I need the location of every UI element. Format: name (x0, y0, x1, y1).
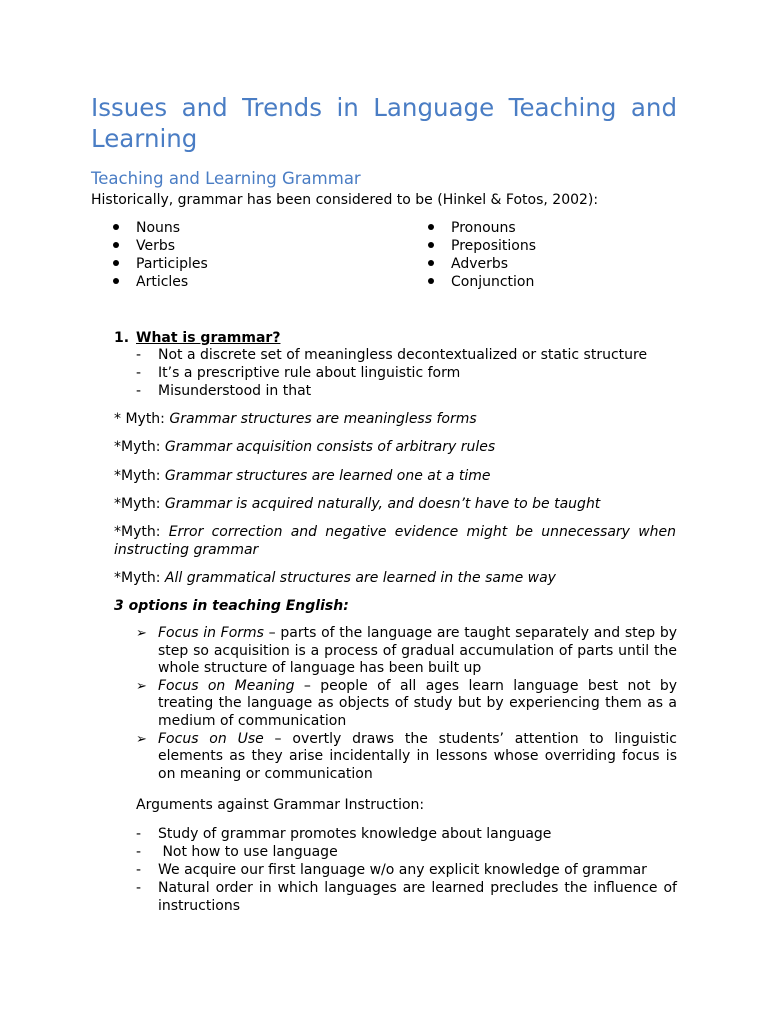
section-subtitle: Teaching and Learning Grammar (91, 169, 361, 188)
myth-text: Grammar structures are learned one at a time (164, 468, 491, 484)
myth-prefix: *Myth: (114, 570, 165, 586)
dash-marker: - (136, 862, 142, 878)
myth-prefix: *Myth: (114, 439, 165, 455)
dash-marker: - (136, 365, 142, 381)
bullet-icon (113, 224, 119, 230)
myth-text: Grammar acquisition consists of arbitrary rules (164, 439, 496, 455)
list-item (114, 879, 677, 915)
myth-line (114, 495, 676, 513)
list-item (406, 237, 536, 255)
list-item-label: Participles (136, 256, 208, 272)
list-item (114, 843, 677, 861)
list-item (114, 346, 677, 364)
myth-prefix: *Myth: (114, 524, 169, 540)
list-item-label: Prepositions (451, 238, 537, 254)
myth-line (114, 569, 676, 587)
myth-text: Grammar is acquired naturally, and doesn’t have to be taught (164, 496, 601, 512)
bullet-list-right (406, 219, 536, 291)
myth-prefix: *Myth: (114, 496, 165, 512)
arrow-bullet-icon: ➢ (136, 626, 147, 641)
list-item-label: Study of grammar promotes knowledge about language (158, 826, 552, 842)
list-item-label: Not a discrete set of meaningless decontextualized or static structure (158, 347, 648, 363)
bullet-icon (428, 224, 434, 230)
myth-line (114, 410, 676, 428)
arrow-bullet-icon: ➢ (136, 678, 147, 694)
myth-prefix: *Myth: (114, 468, 165, 484)
list-item (136, 731, 677, 784)
document-title: Issues and Trends in Language Teaching and Learning (91, 93, 677, 153)
bullet-icon (113, 242, 119, 248)
dash-marker: - (136, 844, 142, 860)
list-item (114, 825, 677, 843)
list-item (91, 237, 208, 255)
section-heading (114, 329, 280, 347)
dash-marker: - (136, 347, 142, 363)
list-item-label: Not how to use language (158, 844, 338, 860)
myth-text: All grammatical structures are learned in the same way (164, 570, 556, 586)
list-item (91, 273, 208, 291)
bullet-icon (428, 242, 434, 248)
list-item (114, 861, 677, 879)
intro-paragraph: Historically, grammar has been considered to be (Hinkel & Fotos, 2002): (91, 192, 599, 208)
list-item-label: Natural order in which languages are learned precludes the influence of instructions (158, 880, 677, 914)
myth-line (114, 438, 676, 456)
list-item-label: Articles (136, 274, 189, 290)
myth-text: Grammar structures are meaningless forms (169, 411, 477, 427)
myth-prefix: * Myth: (114, 411, 170, 427)
option-term: Focus in Forms (158, 625, 264, 641)
arguments-list (114, 825, 677, 915)
option-description: – people of all ages learn language best not by treating the language as objects of study but by experiencing them as a medium of communication (158, 677, 677, 729)
myth-line (114, 467, 676, 485)
list-item-label: Adverbs (451, 256, 509, 272)
list-item-label: Nouns (136, 220, 181, 236)
list-item (114, 382, 677, 400)
options-heading: 3 options in teaching English: (114, 598, 349, 614)
dash-marker: - (136, 880, 142, 896)
list-item (91, 255, 208, 273)
list-item-label: It’s a prescriptive rule about linguistic form (158, 365, 461, 381)
option-description: – overtly draws the students’ attention to linguistic elements as they arise incidentally in lessons whose overriding focus is on meaning or communication (158, 730, 677, 782)
bullet-icon (428, 260, 434, 266)
bullet-list-left (91, 219, 208, 291)
list-item (136, 678, 677, 731)
section-heading-text: What is grammar? (136, 330, 281, 346)
list-item (406, 255, 536, 273)
dash-marker: - (136, 826, 142, 842)
arguments-heading: Arguments against Grammar Instruction: (136, 797, 425, 813)
dash-marker: - (136, 383, 142, 399)
list-item (136, 625, 677, 678)
myth-text: Error correction and negative evidence might be unnecessary when instructing grammar (114, 524, 676, 558)
list-item-label: Verbs (136, 238, 176, 254)
bullet-icon (113, 260, 119, 266)
list-item-label: Misunderstood in that (158, 383, 312, 399)
list-item (91, 219, 208, 237)
option-description: – parts of the language are taught separately and step by step so acquisition is a process of gradual accumulation of parts until the whole structure of language has been built up (158, 625, 678, 677)
options-list (136, 625, 677, 783)
myth-line (114, 523, 676, 559)
bullet-icon (113, 278, 119, 284)
option-term: Focus on Meaning (158, 677, 295, 694)
bullet-icon (428, 278, 434, 284)
list-item (406, 219, 536, 237)
definition-list (114, 346, 677, 400)
option-term: Focus on Use (158, 730, 264, 747)
list-item-label: Pronouns (451, 220, 516, 236)
list-item-label: We acquire our first language w/o any explicit knowledge of grammar (158, 862, 647, 878)
list-item (406, 273, 536, 291)
list-item-label: Conjunction (451, 274, 535, 290)
arrow-bullet-icon: ➢ (136, 731, 147, 747)
list-item (114, 364, 677, 382)
section-number: 1. (114, 330, 130, 346)
